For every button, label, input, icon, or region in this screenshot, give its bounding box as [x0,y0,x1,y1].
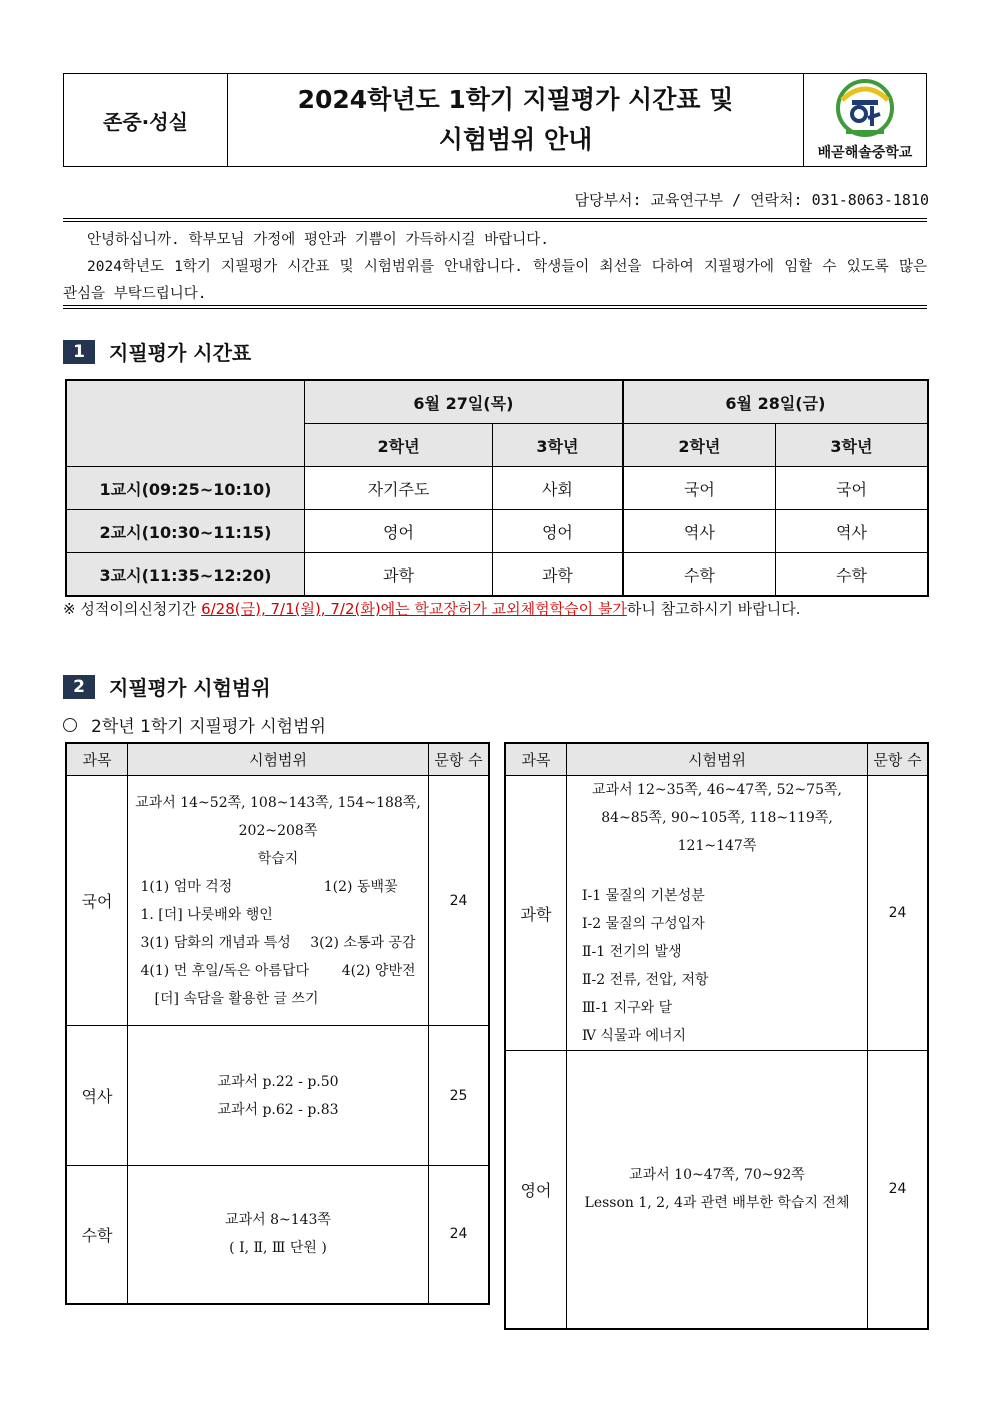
section-2-number: 2 [63,675,95,699]
scope-line: Lesson 1, 2, 4과 관련 배부한 학습지 전체 [584,1195,850,1212]
contact-info: 담당부서: 교육연구부 / 연락처: 031-8063-1810 [574,191,929,209]
section-1-number: 1 [63,340,95,364]
subject-cell: 역사 [775,510,928,553]
section-1-label: 지필평가 시간표 [109,341,252,365]
timetable-corner [66,380,305,467]
scope-line: Ⅲ-1 지구와 달 [582,1000,673,1016]
title-line-2: 시험범위 안내 [438,125,593,154]
count-science: 24 [868,776,929,1051]
subject-cell: 과학 [493,553,623,597]
scope-line: Ⅰ-2 물질의 구성입자 [582,916,705,932]
count-history: 25 [429,1026,490,1166]
header-count: 문항 수 [868,743,929,776]
scope-line: 교과서 p.62 - p.83 [217,1101,339,1118]
intro-text [63,227,927,308]
table-row [66,1026,489,1166]
count-math: 24 [429,1166,490,1304]
scope-item: 4(2) 양반전 [341,962,416,979]
subtitle-text: 2학년 1학기 지필평가 시험범위 [91,717,326,737]
school-logo [804,74,926,166]
scope-line: 교과서 p.22 - p.50 [217,1073,339,1090]
header-count: 문항 수 [429,743,490,776]
period-label: 3교시(11:35~12:20) [66,553,305,597]
exam-timetable [65,379,929,597]
circle-bullet-icon [63,718,77,732]
count-english: 24 [868,1051,929,1329]
section-1-heading [63,337,251,366]
scope-item: 3(1) 담화의 개념과 특성 [140,934,291,951]
scope-item: 1(1) 엄마 걱정 [140,878,233,895]
timetable-day-2: 6월 28일(금) [623,380,928,424]
table-row [66,1166,489,1304]
scope-line: 교과서 12~35쪽, 46~47쪽, 52~75쪽, [592,782,842,798]
scope-item: 1(2) 동백꽃 [323,878,398,895]
grade-header: 2학년 [623,424,776,467]
intro-line-2: 2024학년도 1학기 지필평가 시간표 및 시험범위를 안내합니다. 학생들이 최선을 다하여 지필평가에 임할 수 있도록 많은 관심을 부탁드립니다. [63,259,927,302]
subject-cell: 수학 [775,553,928,597]
subject-korean: 국어 [66,776,128,1026]
scope-line [141,873,416,901]
scope-line: 202~208쪽 [238,822,318,839]
scope-line: Ⅱ-1 전기의 발생 [582,944,682,960]
document-title [228,74,804,166]
subject-cell: 국어 [775,467,928,510]
scope-line: 교과서 10~47쪽, 70~92쪽 [629,1167,805,1184]
table-row [66,510,928,553]
period-label: 1교시(09:25~10:10) [66,467,305,510]
table-row [505,776,928,1051]
scope-korean [128,776,429,1026]
scope-line [141,929,416,957]
subject-cell: 사회 [493,467,623,510]
scope-line: Ⅱ-2 전류, 전압, 저항 [582,972,709,988]
range-table-right [504,742,929,1330]
subject-cell: 역사 [623,510,776,553]
notice-highlight: 6/28(금), 7/1(월), 7/2(화)에는 학교장허가 교외체험학습이 불가 [201,600,627,618]
school-emblem-icon [832,78,898,140]
scope-list [141,873,416,1013]
grade-2-subtitle [63,712,326,737]
notice-text-before: 성적이의신청기간 [80,600,197,618]
scope-line [141,957,416,985]
header-subject: 과목 [66,743,128,776]
header-scope: 시험범위 [567,743,868,776]
subject-english: 영어 [505,1051,567,1329]
count-korean: 24 [429,776,490,1026]
scope-line: 1. [더] 나룻배와 행인 [140,906,273,923]
subject-cell: 영어 [305,510,493,553]
subject-cell: 과학 [305,553,493,597]
intro-line-1: 안녕하십니까. 학부모님 가정에 평안과 기쁨이 가득하시길 바랍니다. [87,232,550,248]
scope-line: [더] 속담을 활용한 글 쓰기 [154,990,319,1007]
scope-line: 학습지 [257,850,299,867]
subject-cell: 수학 [623,553,776,597]
divider-bottom [63,305,927,309]
section-2-heading [63,672,271,701]
timetable-day-1: 6월 27일(목) [305,380,623,424]
notice-text-after: 하니 참고하시기 바랍니다. [626,600,801,618]
subject-cell: 자기주도 [305,467,493,510]
scope-line: 84~85쪽, 90~105쪽, 118~119쪽, 121~147쪽 [601,810,833,854]
school-name: 배곧해솔중학교 [817,145,913,161]
appeal-notice [63,598,801,619]
period-label: 2교시(10:30~11:15) [66,510,305,553]
scope-line: Ⅳ 식물과 에너지 [582,1028,687,1044]
table-row [66,776,489,1026]
table-row [66,467,928,510]
scope-item: 3(2) 소통과 공감 [310,934,416,951]
header-subject: 과목 [505,743,567,776]
subject-history: 역사 [66,1026,128,1166]
subject-science: 과학 [505,776,567,1051]
divider-top [63,218,927,222]
grade-header: 3학년 [493,424,623,467]
notice-mark: ※ [63,600,76,618]
school-motto: 존중·성실 [64,74,228,166]
scope-item: 4(1) 먼 후일/독은 아름답다 [140,962,310,979]
header-scope: 시험범위 [128,743,429,776]
table-row [505,1051,928,1329]
scope-line: 교과서 14~52쪽, 108~143쪽, 154~188쪽, [135,794,421,811]
subject-cell: 영어 [493,510,623,553]
scope-line: Ⅰ-1 물질의 기본성분 [582,888,705,904]
subject-cell: 국어 [623,467,776,510]
section-2-label: 지필평가 시험범위 [109,676,271,700]
header-box [63,73,927,167]
scope-spacer [567,860,867,882]
scope-list [582,882,852,1050]
subject-math: 수학 [66,1166,128,1304]
scope-math [128,1166,429,1304]
scope-english [567,1051,868,1329]
scope-line: 교과서 8~143쪽 [225,1212,331,1229]
scope-science [567,776,868,1051]
table-row [66,553,928,597]
range-table-left [65,742,490,1305]
grade-header: 2학년 [305,424,493,467]
title-line-1: 2024학년도 1학기 지필평가 시간표 및 [297,85,734,114]
scope-line: ( Ⅰ, Ⅱ, Ⅲ 단원 ) [229,1240,327,1257]
grade-header: 3학년 [775,424,928,467]
scope-history [128,1026,429,1166]
